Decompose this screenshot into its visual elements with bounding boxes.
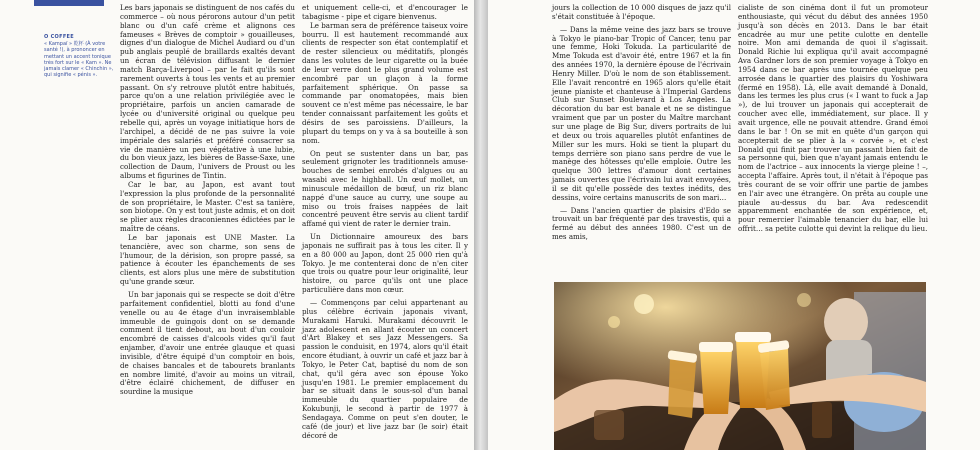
toast-illustration xyxy=(554,282,926,450)
left-column-2 xyxy=(302,4,468,441)
sidebar-note-label: O COFFEE xyxy=(44,34,74,40)
sidebar-note xyxy=(44,34,116,78)
paragraph: Un Dictionnaire amoureux des bars japonais ne suffirait pas à tous les citer. Il y en a 80 000 au Japon, dont 25 000 rien qu'à Tokyo. Je me contenterai donc de n'en citer que trois ou quatre pour leur originalité, leur histoire, ou parce qu'ils ont une place particulière dans mon cœur. xyxy=(302,232,468,295)
left-column-1 xyxy=(120,4,295,397)
paragraph: et uniquement celle-ci, et d'encourager le tabagisme - pipe et cigare bienvenus. xyxy=(302,3,468,21)
paragraph: — Dans la même veine des jazz bars se trouve à Tokyo le piano-bar Tropic of Cancer, tenu par une femme, Hoki Tokuda. La particularité de Mme Tokuda est d'avoir été, entre 1967 et la fin des années 1970, la dernière épouse de l'écrivain Henry Miller. D'où le nom de son établissement. Elle l'avait rencontré en 1965 alors qu'elle était jeune pianiste et chanteuse à l'Imperial Gardens Club sur Sunset Boulevard à Los Angeles. La décoration du bar est banale et ne se distingue vraiment que par un poster du Maître marchant sur une plage de Big Sur, divers portraits de lui et deux ou trois aquarelles plutôt enfantines de Miller sur les murs. Hoki se tient la plupart du temps derrière son piano sans perdre de vue le manège des hôtesses qu'elle emploie. Outre les quelque 300 lettres d'amour dont certaines jamais ouvertes que l'écrivain lui avait envoyées, il se dit qu'elle possède des textes inédits, des dessins, voire certains manuscrits de son mari… xyxy=(552,24,731,202)
left-page xyxy=(0,0,474,450)
book-gutter xyxy=(474,0,488,450)
paragraph: cialiste de son cinéma dont il fut un promoteur enthousiaste, qui vécut du début des années 1950 jusqu'à son décès en 2013. Dans le bar était encadrée au mur une petite culotte en dentelle noire. Mon ami demanda de quoi il s'agissait. Donald Richie lui expliqua qu'il avait accompagné Ava Gardner lors de son premier voyage à Tokyo en 1954 dans ce bar après une tournée quelque peu arrosée dans le quartier des plaisirs du Yoshiwara (fermé en 1958). Là, elle avait demandé à Donald, dans les termes les plus crus (« I want to fuck a Jap »), de lui trouver un japonais qui accepterait de coucher avec elle, immédiatement, sur place. Il y avait urgence, elle ne pouvait attendre. Grand émoi dans le bar ! On se mit en quête d'un garçon qui accepterait de se plier à la « corvée », et c'est Donald qui finit par trouver un passant bien fait de sa personne qui, bien que n'ayant jamais entendu le nom de l'actrice – aux innocents la vierge pleine ! –, accepta l'affaire. Après tout, il n'était à l'époque pas très courant de se voir offrir une partie de jambes en l'air avec une étrangère. On prêta au couple une piaule au-dessus du bar. Ava redescendit apparemment enchantée de son expérience, et, pour remercier l'aimable tenancier du bar, elle lui offrit… sa petite culotte qui devint la relique du lieu. xyxy=(738,3,928,234)
paragraph: — Dans l'ancien quartier de plaisirs d'Edo se trouvait un bar fréquenté par des travestis, qui a fermé au début des années 1980. C'est un de mes amis, xyxy=(552,205,731,242)
header-accent-bar xyxy=(34,0,104,6)
paragraph: Car le bar, au Japon, est avant tout l'expression la plus profonde de la personnalité de son propriétaire, le Master. C'est sa tanière, son biotope. On y est tout juste admis, et on doit se plier aux règles draconiennes édictées par le maître de céans. xyxy=(120,179,295,234)
paragraph: Les bars japonais se distinguent de nos cafés du commerce – où nous pérorons autour d'un petit blanc ou d'un café crème et alignons ces fameuses « Brèves de comptoir » gouailleuses, dignes d'un dialogue de Michel Audiard ou d'un pub anglais peuplé de braillards exaltés devant un écran de télévision diffusant le dernier match Barça-Liverpool – par le fait qu'ils sont rarement ouverts à tous les vents et au premier passant. On s'y retrouve plutôt entre habitués, parce qu'on a une relation privilégiée avec le propriétaire, parfois un ancien camarade de lycée ou d'université original ou quelque peu rebelle qui, après un voyage initiatique hors de l'archipel, a décidé de ne pas suivre la voie impériale des salariés et préféré consacrer sa vie de manière un peu végétative à une lubie, du bon vieux jazz, les bières de Basse-Saxe, une collection de Daum, l'univers de Proust ou les albums et figurines de Tintin. xyxy=(120,3,295,181)
right-column-2 xyxy=(738,4,928,234)
paragraph: Un bar japonais qui se respecte se doit d'être parfaitement confidentiel, blotti au fond d'une venelle ou au 4e étage d'un invraisemblable immeuble de guingois dont on se demande comment il tient debout, au bout d'un couloir encombré de caisses d'alcools vides qu'il faut enjamber, d'avoir une entrée glauque et quasi invisible, d'être équipé d'un comptoir en bois, de chaises bancales et de tabourets branlants en nombre limité, d'avoir au moins un vitrail, d'être éclairé chichement, de diffuser en sourdine la musique xyxy=(120,290,295,397)
paragraph: On peut se sustenter dans un bar, pas seulement grignoter les traditionnels amuse-bouches de sembei enrobés d'algues ou au wasabi avec le highball. Un œuf mollet, un minuscule médaillon de bœuf, un riz blanc nappé d'une sauce au curry, une soupe au miso ou trois fraises nappées de lait concentré peuvent être servis au client tardif affamé qui vient de rater le dernier train. xyxy=(302,148,468,229)
paragraph: jours la collection de 10 000 disques de jazz qu'il s'était constituée à l'époque. xyxy=(552,3,731,21)
bar-toast-photo xyxy=(554,282,926,450)
sidebar-note-text: « Kampaï » 乾杯 (À votre santé !), à prononcer en mettant un accent tonique très fort sur le « Kam ». Ne jamais clamer « Chinchin », qui signifie « pénis ». xyxy=(44,41,114,79)
paragraph: Le bar japonais est UNE Master. La tenancière, avec son charme, son sens de l'humour, de la dérision, son propre passé, sa patience à écouter les épanchements de ses clients, est alors plus une mère de substitution qu'une grande sœur. xyxy=(120,232,295,287)
paragraph: — Commençons par celui appartenant au plus célèbre écrivain japonais vivant, Murakami Haruki. Murakami découvrit le jazz adolescent en allant écouter un concert d'Art Blakey et ses Jazz Messengers. Sa passion le conduisit, en 1974, alors qu'il était encore étudiant, à ouvrir un café et jazz bar à Tokyo, le Peter Cat, baptisé du nom de son chat, qu'il géra avec son épouse Yoko jusqu'en 1981. Le premier emplacement du bar se situait dans le sous-sol d'un banal immeuble du quartier populaire de Kokubunji, le second à partir de 1977 à Sendagaya. Comme on peut s'en douter, le café (de jour) et live jazz bar (le soir) était décoré de xyxy=(302,298,468,440)
right-column-1 xyxy=(552,4,731,242)
paragraph: Le barman sera de préférence taiseux voire bourru. Il est hautement recommandé aux clients de respecter son état contemplatif et de rester silencieux ou méditatifs, plongés dans les volutes de leur cigarette ou la buée de leur verre dont le plus grand volume est encombré par un glaçon à la forme parfaitement sphérique. On passe sa commande par onomatopées, mais bien souvent ce n'est même pas nécessaire, le bar tender connaissant parfaitement les goûts et désirs de ses paroissiens. D'ailleurs, la plupart du temps on y va à sa bouteille à son nom. xyxy=(302,20,468,145)
